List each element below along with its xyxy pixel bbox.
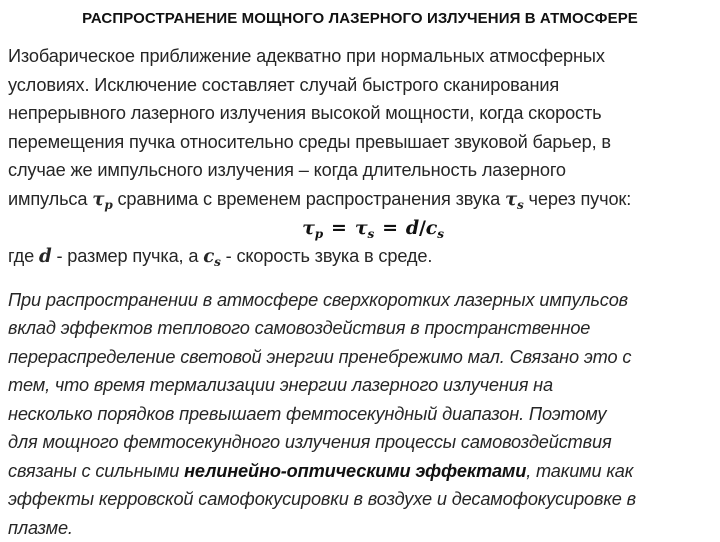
para1-line-3: непрерывного лазерного излучения высокой мощности, когда скорость [8,99,716,128]
para1-line-6-end: через пучок: [524,189,631,209]
para2-line-3: перераспределение световой энергии пренебрежимо мал. Связано это с [8,343,716,372]
para1-line-5: случае же импульсного излучения – когда длительность лазерного [8,156,716,185]
para2-line-2: вклад эффектов теплового самовоздействия в пространственное [8,314,716,343]
formula-tau-p: $\tau_p$ [302,217,323,239]
para2-line-9: плазме. [8,514,716,542]
para1-line-6-middle: сравнима с временем распространения звука [113,189,505,209]
nonlinear-optical-effects-emphasis: нелинейно-оптическими эффектами [184,461,526,481]
para2-line-4: тем, что время термализации энергии лазерного излучения на [8,371,716,400]
para2-line-1: При распространении в атмосфере сверхкоротких лазерных импульсов [8,286,716,315]
para1-line-4: перемещения пучка относительно среды превышает звуковой барьер, в [8,128,716,157]
para2-line-6: для мощного фемтосекундного излучения процессы самовоздействия [8,428,716,457]
formula-equals-2: = [382,217,398,239]
d-symbol: d [39,246,52,267]
para1-line-2: условиях. Исключение составляет случай быстрого сканирования [8,71,716,100]
slide-body [8,42,716,542]
tau-s-symbol: $\tau_s$ [505,189,524,210]
para2-line-7: связаны с сильными нелинейно-оптическими эффектами, такими как [8,457,716,486]
para2-line-5: несколько порядков превышает фемтосекундный диапазон. Поэтому [8,400,716,429]
slide-title: РАСПРОСТРАНЕНИЕ МОЩНОГО ЛАЗЕРНОГО ИЗЛУЧЕНИЯ В АТМОСФЕРЕ [0,10,720,27]
paragraph-gap [8,272,716,286]
where-line: где d - размер пучка, а $c_s$ - скорость звука в среде. [8,242,716,272]
para1-line-6-start: импульса [8,189,92,209]
formula-tau [8,214,716,242]
para1-line-6 [8,185,716,215]
cs-symbol: $c_s$ [203,246,221,267]
formula-equals-1: = [331,217,347,239]
formula-tau-s: $\tau_s$ [355,217,374,239]
tau-p-symbol: $\tau_p$ [92,189,112,210]
para1-line-1: Изобарическое приближение адекватно при нормальных атмосферных [8,42,716,71]
formula-d-over-cs: $d/c_s$ [406,217,444,239]
para2-line-8: эффекты керровской самофокусировки в воздухе и десамофокусировке в [8,485,716,514]
